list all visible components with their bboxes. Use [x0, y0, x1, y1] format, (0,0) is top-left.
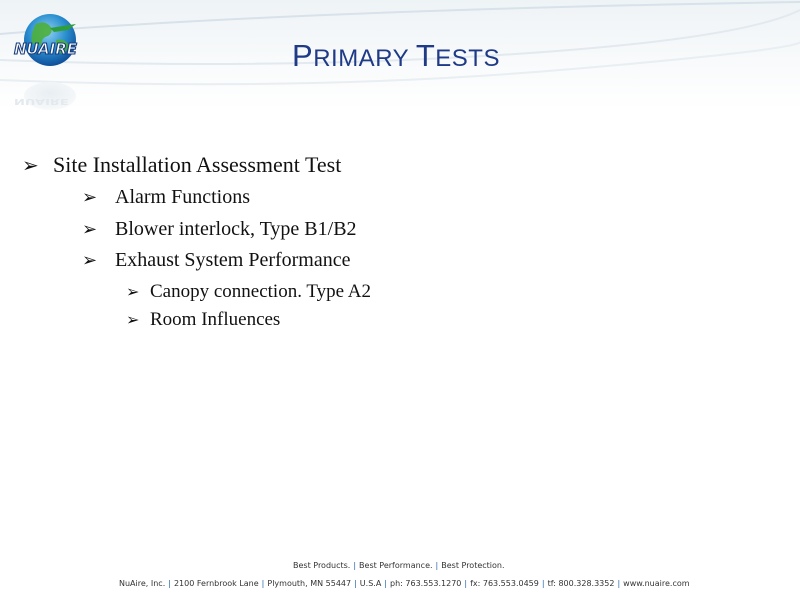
arrow-bullet-icon: ➢ — [126, 310, 140, 329]
subsub-bullet-text: Canopy connection. Type A2 — [150, 281, 372, 302]
address-item: U.S.A — [359, 579, 382, 588]
address-item: ph: 763.553.1270 — [390, 579, 462, 588]
subsub-bullet — [126, 309, 280, 331]
sub-bullet-text: Blower interlock, Type B1/B2 — [115, 218, 357, 240]
main-bullet-text: Site Installation Assessment Test — [53, 152, 342, 177]
sub-bullet-text: Exhaust System Performance — [115, 249, 351, 271]
sub-bullet — [82, 249, 351, 272]
title-rest-b: ESTS — [435, 45, 500, 72]
address-item: Plymouth, MN 55447 — [267, 579, 352, 588]
sub-bullet — [82, 186, 250, 209]
sub-bullet — [82, 218, 357, 241]
tagline-item: Best Products. — [293, 561, 351, 570]
address-item: NuAire, Inc. — [119, 579, 166, 588]
logo-reflection: NUAIRE — [14, 96, 69, 107]
address-item: 2100 Fernbrook Lane — [173, 579, 259, 588]
tagline-item: Best Performance. — [359, 561, 433, 570]
footer-tagline: Best Products. | Best Performance. | Best Protection. — [293, 561, 505, 570]
title-rest-a: RIMARY — [313, 45, 416, 72]
arrow-bullet-icon: ➢ — [82, 250, 98, 271]
logo-wordmark: NUAIRE — [14, 40, 78, 58]
address-link[interactable]: www.nuaire.com — [623, 579, 690, 588]
page-title — [292, 38, 500, 74]
nuaire-logo — [10, 10, 96, 110]
arrow-bullet-icon: ➢ — [126, 282, 140, 301]
sub-bullet-text: Alarm Functions — [115, 186, 250, 208]
title-initial-p: P — [292, 38, 314, 73]
tagline-item: Best Protection. — [441, 561, 505, 570]
subsub-bullet-text: Room Influences — [150, 309, 281, 330]
arrow-bullet-icon: ➢ — [82, 219, 98, 240]
main-bullet — [22, 152, 341, 178]
address-item: fx: 763.553.0459 — [470, 579, 539, 588]
header-band — [0, 0, 800, 110]
footer-address: NuAire, Inc. | 2100 Fernbrook Lane | Plymouth, MN 55447 | U.S.A | ph: 763.553.1270 | fx: 763.553.0459 | tf: 800.328.3352 | www.nuaire.com — [119, 579, 690, 588]
subsub-bullet — [126, 281, 371, 303]
arrow-bullet-icon: ➢ — [82, 187, 98, 208]
title-initial-t: T — [415, 38, 436, 73]
arrow-bullet-icon: ➢ — [22, 153, 39, 177]
address-item: tf: 800.328.3352 — [547, 579, 615, 588]
